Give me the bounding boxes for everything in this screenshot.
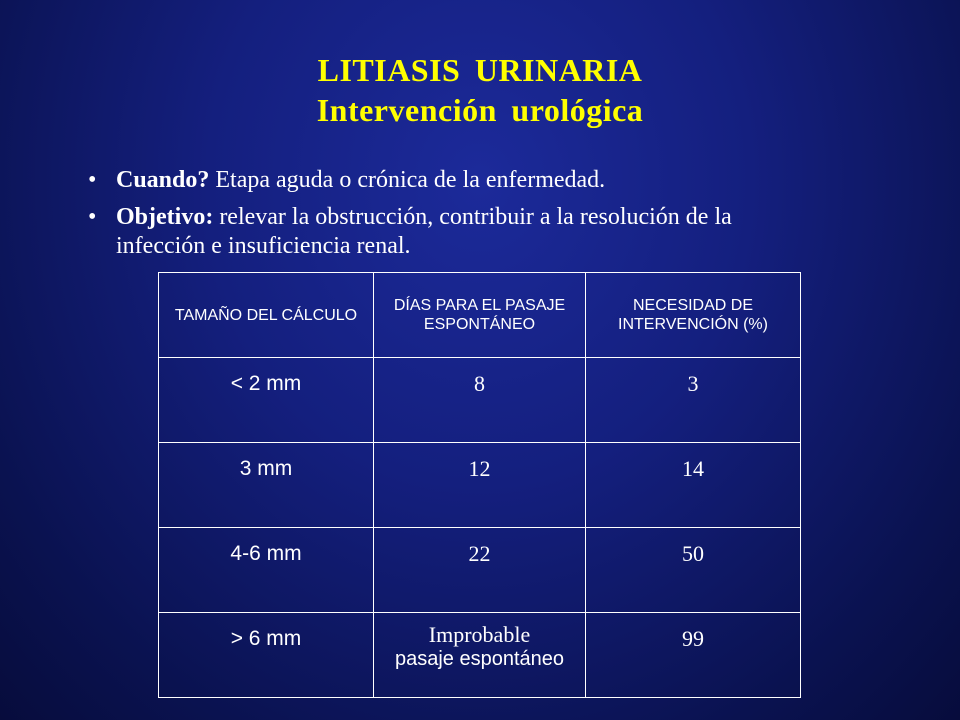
cell-size: 3 mm xyxy=(159,443,374,528)
cell-size: 4-6 mm xyxy=(159,528,374,613)
bullet-text-cuando: Etapa aguda o crónica de la enfermedad. xyxy=(209,167,606,193)
title-line-1: LITIASIS URINARIA xyxy=(317,52,643,88)
stone-intervention-table xyxy=(158,272,801,698)
title-line-2: Intervención urológica xyxy=(316,92,644,128)
cell-days-line-1: Improbable xyxy=(428,622,531,647)
header-intervention-need: NECESIDAD DE INTERVENCIÓN (%) xyxy=(586,273,801,358)
slide-title xyxy=(0,50,960,130)
bullet-item-cuando xyxy=(88,166,808,195)
cell-days: 12 xyxy=(374,443,586,528)
cell-size: < 2 mm xyxy=(159,358,374,443)
bullet-lead-cuando: Cuando? xyxy=(116,167,210,193)
cell-size: > 6 mm xyxy=(159,613,374,698)
cell-need: 14 xyxy=(586,443,801,528)
table-row xyxy=(159,358,801,443)
cell-days xyxy=(374,613,586,698)
bullet-item-objetivo xyxy=(88,203,808,261)
cell-need: 50 xyxy=(586,528,801,613)
bullet-list xyxy=(88,166,808,269)
bullet-lead-objetivo: Objetivo: xyxy=(116,204,214,230)
header-stone-size: TAMAÑO DEL CÁLCULO xyxy=(159,273,374,358)
cell-need: 3 xyxy=(586,358,801,443)
cell-days: 22 xyxy=(374,528,586,613)
table-row xyxy=(159,613,801,698)
cell-need: 99 xyxy=(586,613,801,698)
table-row xyxy=(159,443,801,528)
bullet-text-objetivo: relevar la obstrucción, contribuir a la resolución de la infección e insuficiencia renal. xyxy=(116,204,732,259)
cell-days: 8 xyxy=(374,358,586,443)
bullet-icon: • xyxy=(88,167,97,193)
header-days-spontaneous: DÍAS PARA EL PASAJE ESPONTÁNEO xyxy=(374,273,586,358)
table-header-row xyxy=(159,273,801,358)
bullet-icon: • xyxy=(88,204,97,230)
cell-days-line-2: pasaje espontáneo xyxy=(394,648,565,670)
table-row xyxy=(159,528,801,613)
